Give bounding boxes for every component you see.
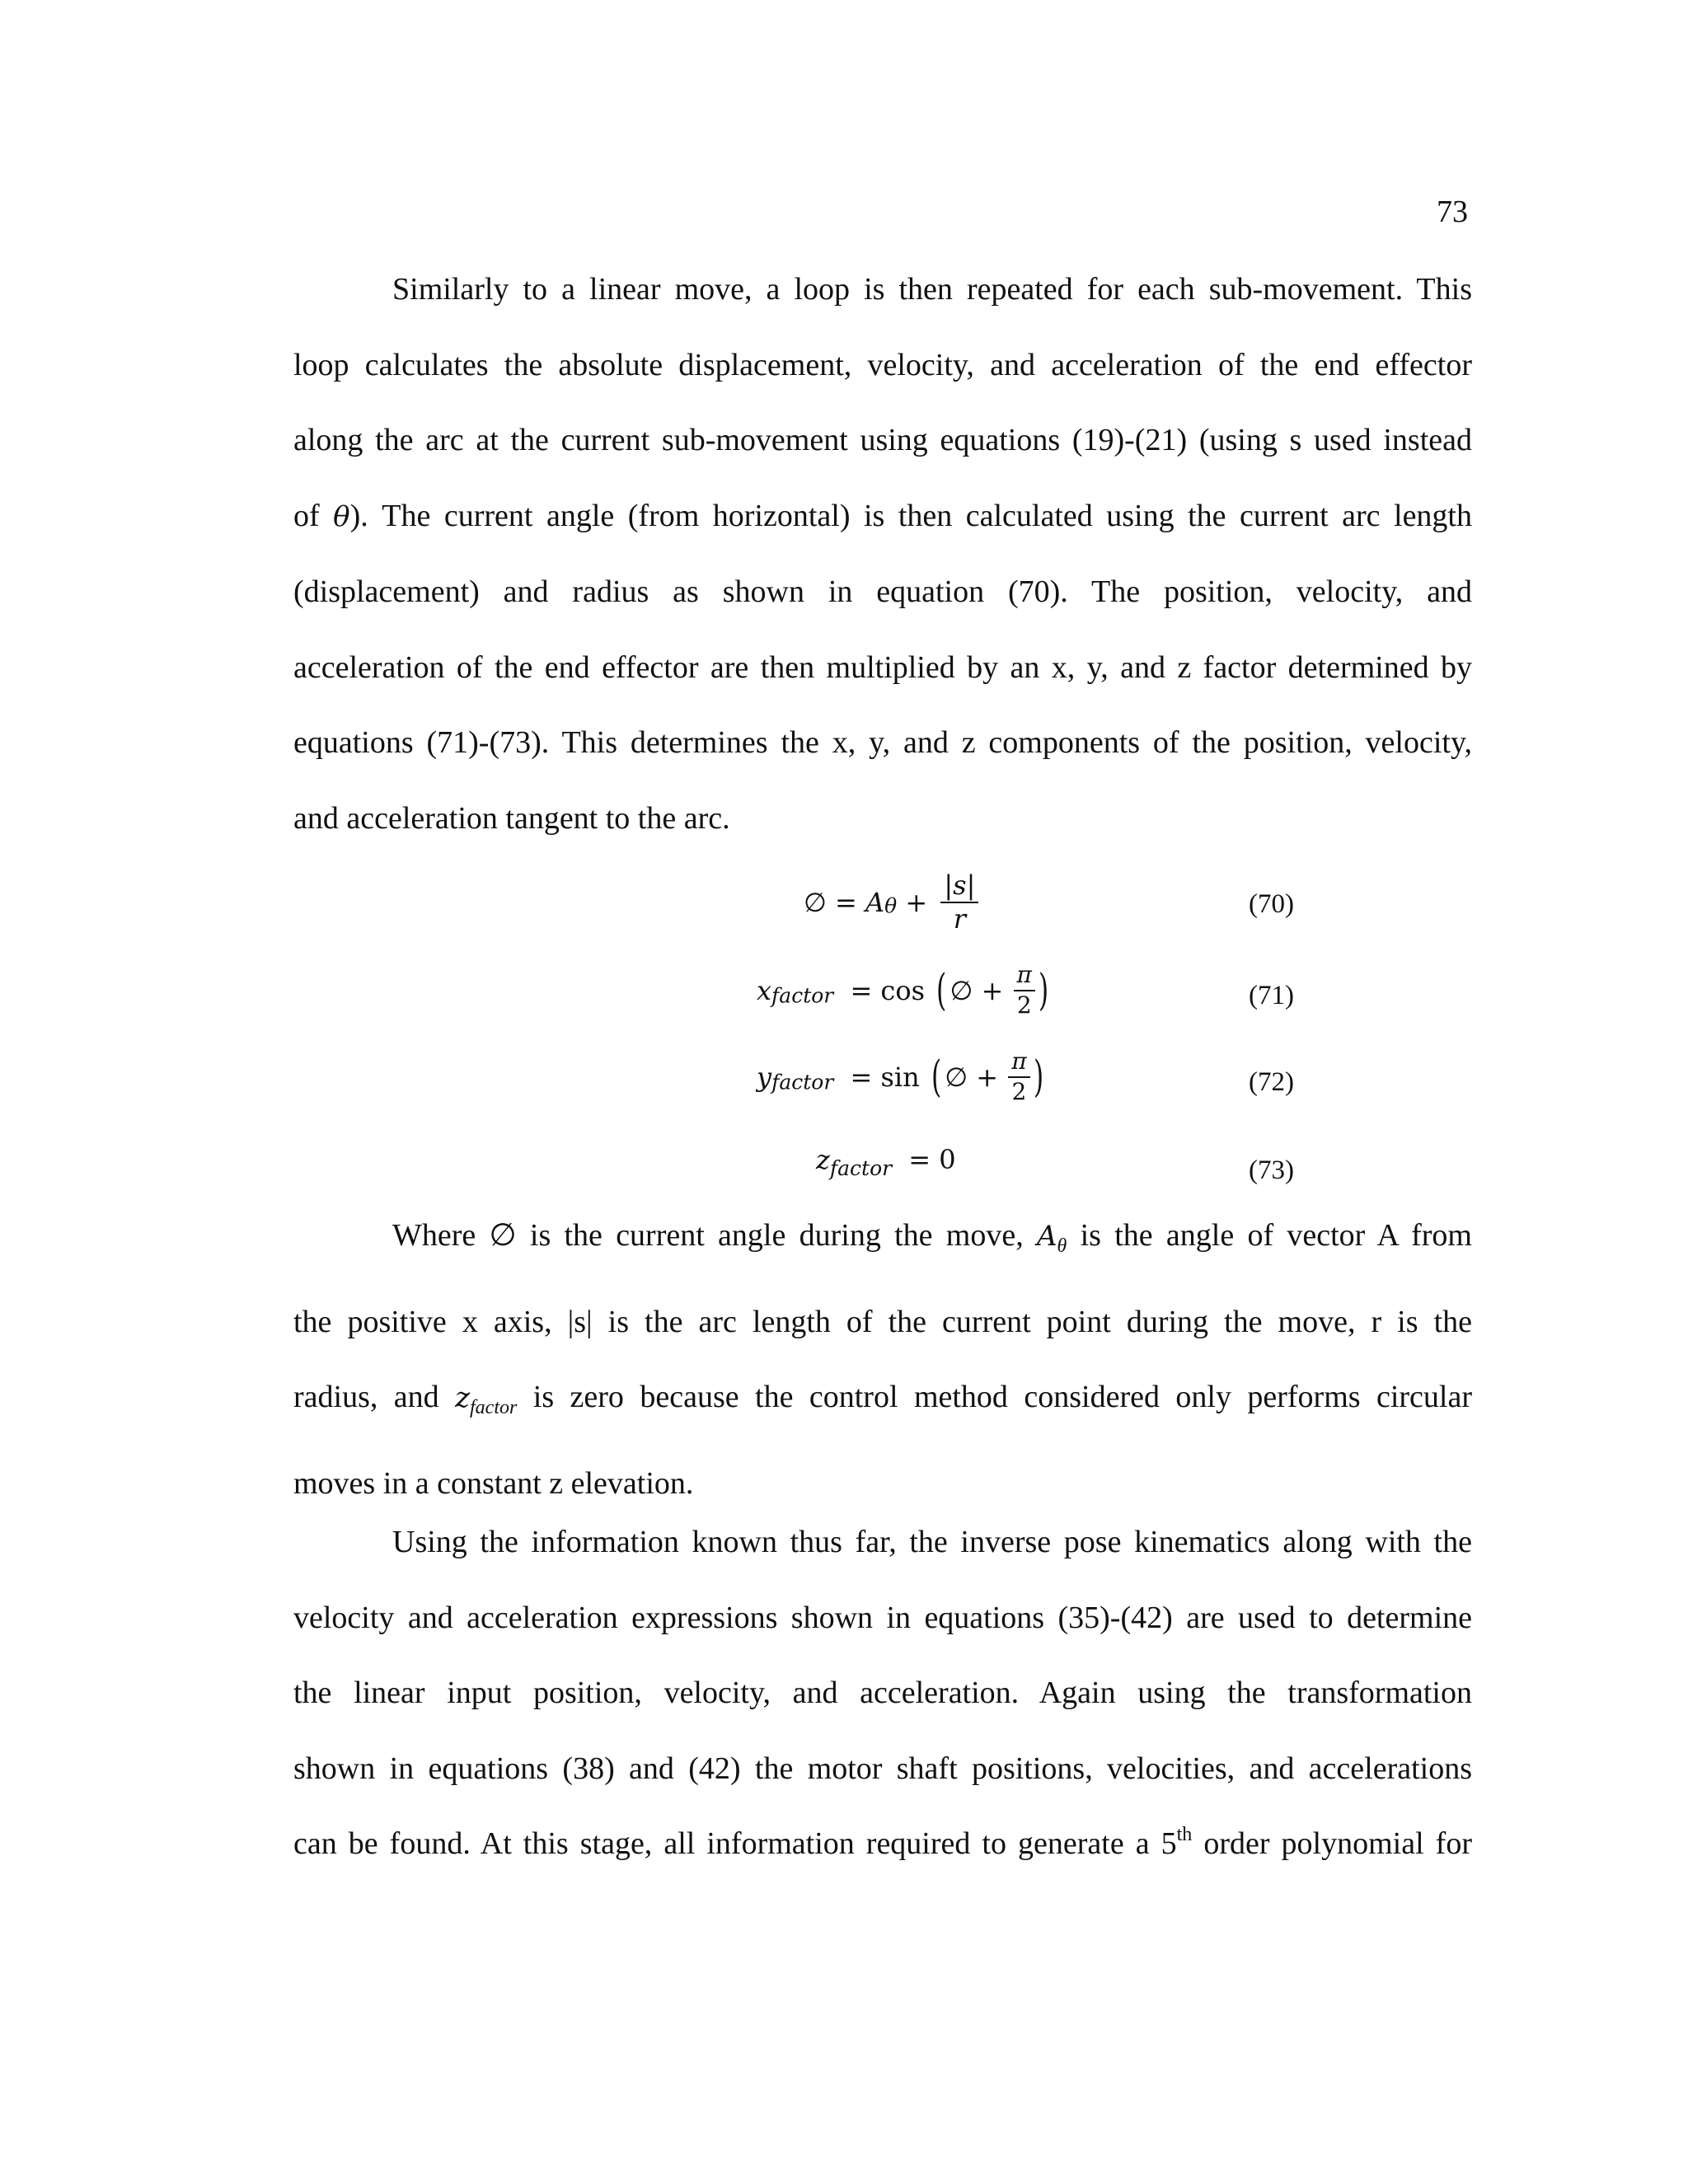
- fraction-numerator: π: [1011, 1047, 1027, 1075]
- text-fragment: radius, and: [293, 1380, 456, 1414]
- text-line: moves in a constant z elevation.: [293, 1465, 694, 1501]
- text-line: acceleration of the end effector are then multiplied by an x, y, and z factor determined by: [293, 649, 1472, 685]
- plus-sign: +: [897, 887, 928, 919]
- left-paren: (: [936, 965, 947, 1015]
- fraction-numerator: π: [1016, 961, 1032, 988]
- z-subscript: factor: [470, 1397, 518, 1418]
- equation-number: (72): [1249, 1067, 1294, 1097]
- y-subscript: factor: [771, 1070, 834, 1094]
- a-symbol: A: [865, 887, 885, 919]
- text-line: [293, 479, 1472, 555]
- phi-symbol: ∅: [804, 887, 827, 919]
- text-fragment: is zero because the control method considered only performs circular: [517, 1380, 1472, 1414]
- text-fragment: order polynomial for: [1192, 1826, 1472, 1861]
- z-symbol: z: [816, 1144, 830, 1175]
- fraction-numerator: |s|: [940, 871, 978, 903]
- text-fragment: Where ∅ is the current angle during the move,: [392, 1218, 1037, 1253]
- fraction-denominator: 2: [1014, 990, 1035, 1019]
- text-line: [293, 1198, 1472, 1285]
- paragraph-3: [293, 1505, 1472, 1882]
- z-symbol: z: [455, 1381, 471, 1414]
- equals-zero: = 0: [908, 1144, 956, 1175]
- text-fragment: ). The current angle (from horizontal) is then calculated using the current arc length: [349, 498, 1472, 533]
- inner-expression: ∅ +: [950, 974, 1004, 1006]
- right-paren: ): [1038, 965, 1049, 1015]
- left-paren: (: [931, 1052, 942, 1102]
- equation-number: (73): [1249, 1155, 1294, 1185]
- text-line: [293, 1360, 1472, 1446]
- text-line: velocity and acceleration expressions shown in equations (35)-(42) are used to determine: [293, 1600, 1472, 1635]
- text-line: shown in equations (38) and (42) the motor shaft positions, velocities, and accelerations: [293, 1750, 1472, 1786]
- a-subscript: θ: [884, 893, 898, 918]
- text-line: and acceleration tangent to the arc.: [293, 800, 730, 836]
- equation-73-expression: [816, 1144, 956, 1180]
- text-line: equations (71)-(73). This determines the x, y, and z components of the position, velocity,: [293, 725, 1472, 760]
- sin-function: = sin: [850, 1061, 920, 1093]
- cos-function: = cos: [850, 974, 926, 1006]
- equation-70-expression: [804, 871, 983, 934]
- paragraph-1: [293, 252, 1472, 856]
- equals-sign: =: [835, 887, 866, 919]
- page-number: 73: [1437, 194, 1468, 229]
- equation-number: (71): [1249, 981, 1294, 1010]
- fraction: [1008, 1049, 1029, 1105]
- equation-number: (70): [1249, 889, 1294, 919]
- right-paren: ): [1033, 1052, 1043, 1102]
- theta-symbol: θ: [333, 499, 350, 533]
- text-line: Similarly to a linear move, a loop is then repeated for each sub-movement. This: [392, 272, 1472, 307]
- equation-71-expression: [757, 963, 1052, 1019]
- fraction: [940, 871, 978, 934]
- text-line: Using the information known thus far, the inverse pose kinematics along with the: [392, 1525, 1472, 1559]
- text-line: along the arc at the current sub-movement using equations (19)-(21) (using s used instead: [293, 423, 1472, 457]
- z-subscript: factor: [829, 1156, 893, 1180]
- paragraph-2: [293, 1198, 1472, 1521]
- superscript: th: [1176, 1824, 1193, 1845]
- equation-72-expression: [757, 1049, 1047, 1105]
- y-symbol: y: [757, 1061, 772, 1093]
- text-fragment: is the angle of vector A from: [1067, 1218, 1472, 1253]
- fraction-denominator: r: [953, 903, 966, 935]
- fraction: [1014, 963, 1035, 1019]
- text-line: (displacement) and radius as shown in equation (70). The position, velocity, and: [293, 574, 1472, 609]
- text-line: loop calculates the absolute displacement, velocity, and acceleration of the end effector: [293, 347, 1472, 382]
- a-symbol: A: [1036, 1220, 1057, 1253]
- x-symbol: x: [757, 974, 772, 1006]
- equation-72: [0, 1049, 1688, 1115]
- text-line: the linear input position, velocity, and acceleration. Again using the transformation: [293, 1675, 1472, 1710]
- text-fragment: can be found. At this stage, all information required to generate a 5: [293, 1826, 1177, 1861]
- text-line: [293, 1807, 1472, 1882]
- fraction-denominator: 2: [1008, 1076, 1029, 1105]
- a-subscript: θ: [1057, 1235, 1067, 1257]
- equation-70: [0, 871, 1688, 937]
- equation-71: [0, 963, 1688, 1029]
- text-fragment: of: [293, 498, 334, 533]
- x-subscript: factor: [771, 983, 834, 1008]
- text-line: the positive x axis, |s| is the arc length of the current point during the move, r is the: [293, 1304, 1472, 1339]
- inner-expression: ∅ +: [945, 1061, 999, 1093]
